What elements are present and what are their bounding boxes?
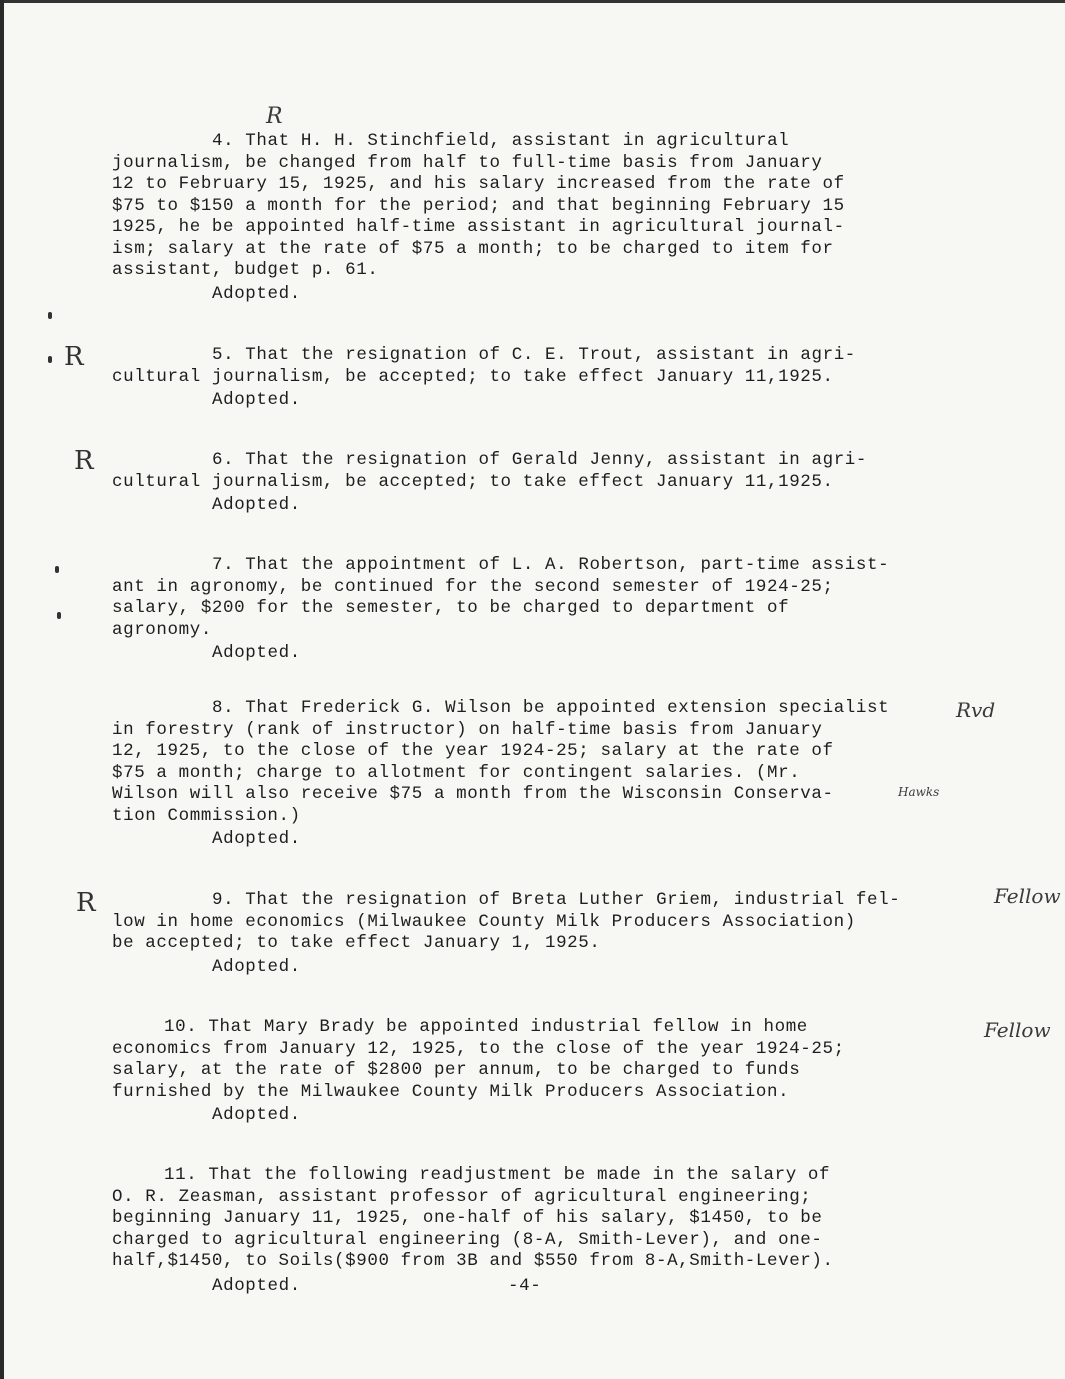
item-9-adopted: Adopted. (212, 956, 301, 977)
page-top-edge (0, 0, 1065, 3)
item-8-line-4: $75 a month; charge to allotment for contingent salaries. (Mr. (112, 762, 801, 783)
item-5-line-2: cultural journalism, be accepted; to take effect January 11,1925. (112, 366, 834, 387)
margin-r-mark-5: R (64, 342, 84, 372)
item-11-line-5: half,$1450, to Soils($900 from 3B and $550 from 8-A,Smith-Lever). (112, 1251, 834, 1271)
margin-dot (55, 566, 59, 573)
item-9-line-2: low in home economics (Milwaukee County Milk Producers Association) (112, 911, 856, 932)
item-7-line-4: agronomy. (112, 619, 212, 640)
item-8-line-1: 8. That Frederick G. Wilson be appointed extension specialist (212, 698, 890, 718)
item-9-line-3: be accepted; to take effect January 1, 1925. (112, 933, 601, 953)
item-10-line-3: salary, at the rate of $2800 per annum, to be charged to funds (112, 1060, 801, 1080)
page-number: -4- (508, 1276, 542, 1296)
handwritten-note-hawks: Hawks (898, 785, 940, 799)
resolution-item-4 (112, 131, 952, 306)
resolution-item-9 (112, 890, 952, 979)
margin-dot (48, 356, 52, 363)
item-10-line-2: economics from January 12, 1925, to the close of the year 1924-25; (112, 1038, 845, 1059)
item-11-line-2: O. R. Zeasman, assistant professor of agricultural engineering; (112, 1186, 812, 1207)
item-11-line-3: beginning January 11, 1925, one-half of his salary, $1450, to be (112, 1208, 823, 1228)
resolution-item-11 (112, 1165, 952, 1273)
margin-dot (57, 612, 61, 619)
item-5-adopted: Adopted. (212, 390, 301, 410)
margin-dot (48, 312, 52, 319)
page-left-edge (0, 0, 4, 1379)
resolution-item-10 (112, 1017, 952, 1127)
handwritten-note-fellow-9: Fellow (994, 884, 1061, 908)
item-6-line-1: 6. That the resignation of Gerald Jenny, assistant in agri- (212, 450, 868, 470)
item-8-line-2: in forestry (rank of instructor) on half-time basis from January (112, 719, 823, 740)
handwritten-note-fellow-10: Fellow (984, 1018, 1051, 1042)
item-7-line-1: 7. That the appointment of L. A. Robertson, part-time assist- (212, 555, 890, 575)
item-5-line-1: 5. That the resignation of C. E. Trout, assistant in agri- (212, 345, 856, 365)
item-10-adopted: Adopted. (212, 1105, 301, 1125)
item-11-adopted: Adopted. (212, 1276, 301, 1296)
item-8-adopted: Adopted. (212, 829, 301, 849)
item-7-line-2: ant in agronomy, be continued for the second semester of 1924-25; (112, 576, 834, 597)
item-4-adopted: Adopted. (212, 283, 301, 304)
resolution-item-6 (112, 450, 952, 517)
item-8-line-3: 12, 1925, to the close of the year 1924-25; salary at the rate of (112, 741, 834, 761)
resolution-item-8 (112, 698, 952, 851)
item-10-line-4: furnished by the Milwaukee County Milk Producers Association. (112, 1081, 790, 1102)
item-4-line-7: assistant, budget p. 61. (112, 260, 379, 280)
item-7-line-3: salary, $200 for the semester, to be charged to department of (112, 598, 790, 618)
margin-r-mark-6: R (74, 446, 94, 476)
resolution-item-7 (112, 555, 952, 665)
resolution-item-5 (112, 345, 952, 412)
item-8-line-5: Wilson will also receive $75 a month from the Wisconsin Conserva- (112, 784, 834, 804)
item-4-line-2: journalism, be changed from half to full-time basis from January (112, 152, 823, 173)
item-4-line-1: 4. That H. H. Stinchfield, assistant in agricultural (212, 131, 790, 151)
item-4-line-3: 12 to February 15, 1925, and his salary increased from the rate of (112, 174, 845, 194)
item-7-adopted: Adopted. (212, 643, 301, 663)
handwritten-r-mark-4: R (266, 104, 283, 129)
item-4-line-6: ism; salary at the rate of $75 a month; to be charged to item for (112, 238, 834, 259)
item-4-line-4: $75 to $150 a month for the period; and that beginning February 15 (112, 195, 845, 216)
item-6-line-2: cultural journalism, be accepted; to take effect January 11,1925. (112, 471, 834, 492)
item-9-line-1: 9. That the resignation of Breta Luther Griem, industrial fel- (212, 890, 901, 910)
item-6-adopted: Adopted. (212, 495, 301, 515)
handwritten-note-rvd: Rvd (956, 698, 996, 722)
item-11-line-1: 11. That the following readjustment be made in the salary of (164, 1165, 831, 1185)
item-4-line-5: 1925, he be appointed half-time assistant in agricultural journal- (112, 217, 845, 237)
item-10-line-1: 10. That Mary Brady be appointed industrial fellow in home (164, 1017, 808, 1037)
margin-r-mark-9: R (76, 888, 96, 918)
item-11-line-4: charged to agricultural engineering (8-A, Smith-Lever), and one- (112, 1229, 823, 1250)
item-8-line-6: tion Commission.) (112, 805, 301, 826)
